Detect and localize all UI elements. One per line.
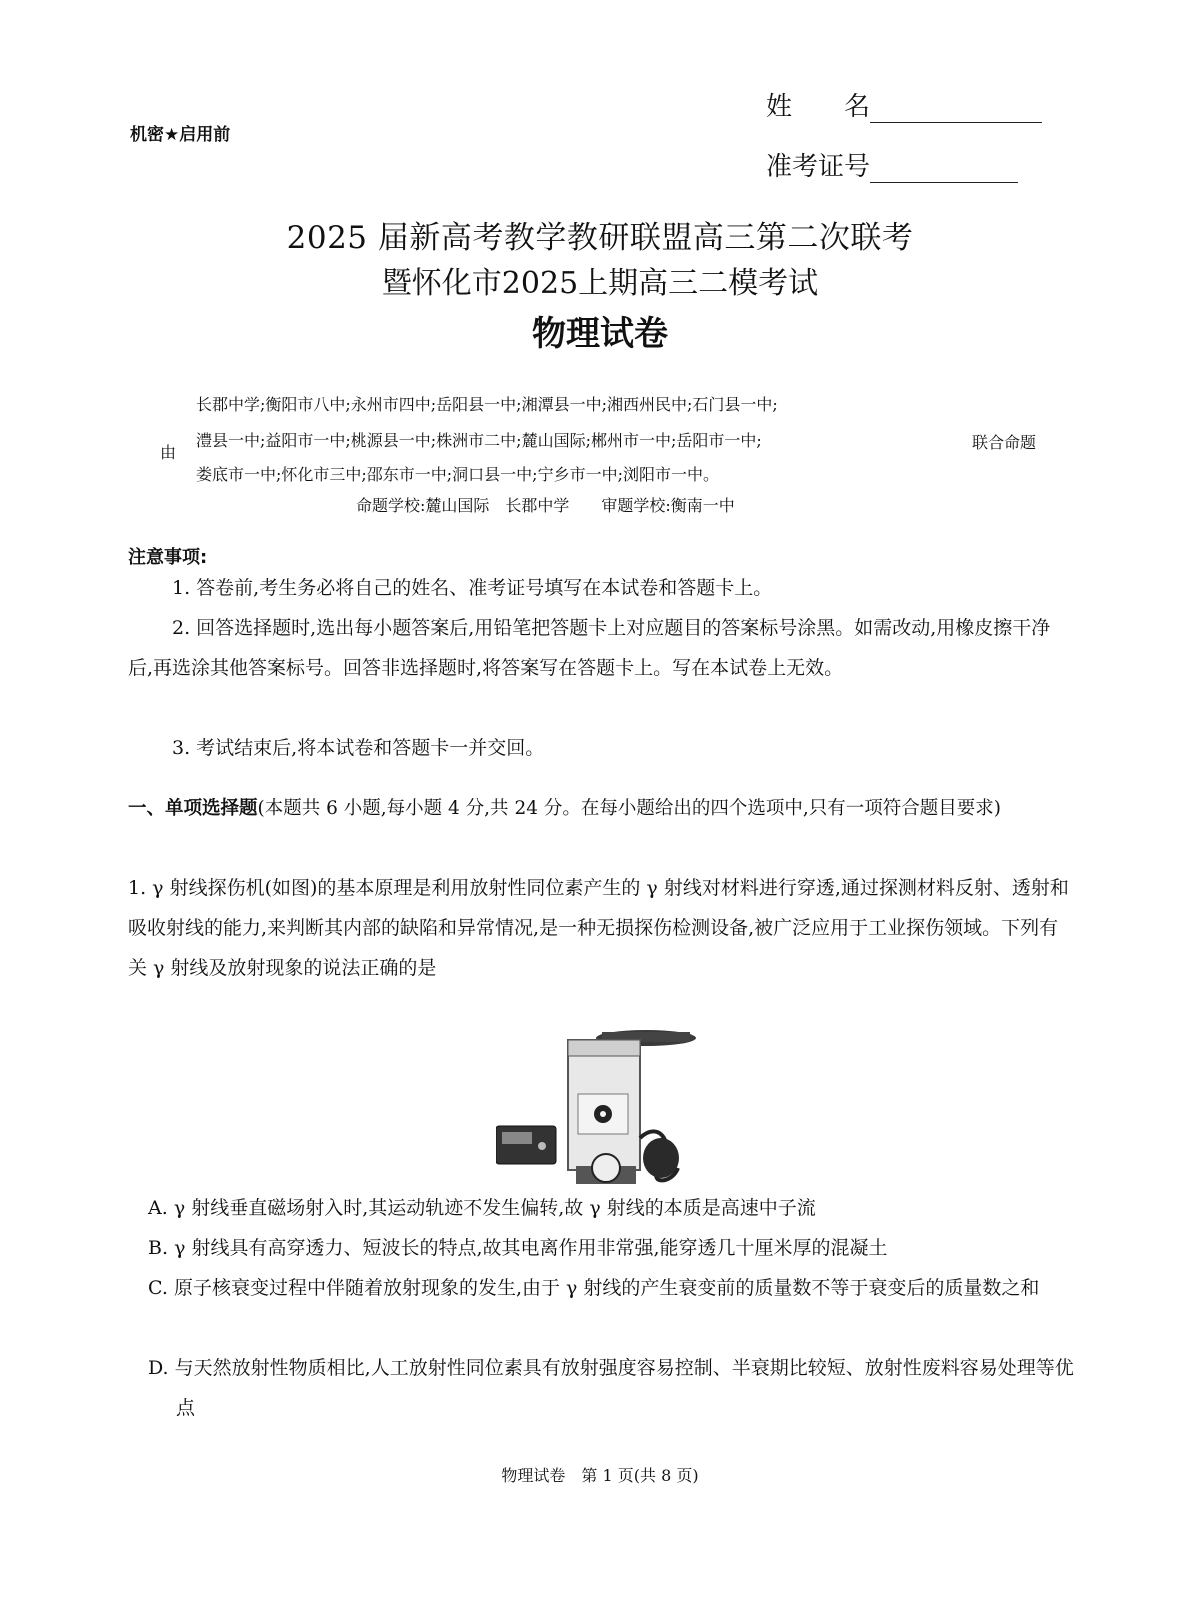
ticket-blank[interactable] xyxy=(870,154,1018,183)
note-item-3: 3. 考试结束后,将本试卷和答题卡一并交回。 xyxy=(172,737,545,759)
note-item-1: 1. 答卷前,考生务必将自己的姓名、准考证号填写在本试卷和答题卡上。 xyxy=(172,577,773,599)
option-c-label: C. xyxy=(148,1277,168,1299)
note-item-2: 2. 回答选择题时,选出每小题答案后,用铅笔把答题卡上对应题目的答案标号涂黑。如需改动,用橡皮擦干净后,再选涂其他答案标号。回答非选择题时,将答案写在答题卡上。写在本试卷上无效。 xyxy=(128,617,1051,679)
confidential-mark: 机密★启用前 xyxy=(130,125,231,145)
option-a-label: A. xyxy=(148,1197,168,1219)
name-field xyxy=(766,86,1042,123)
question-1-stem: 1. γ 射线探伤机(如图)的基本原理是利用放射性同位素产生的 γ 射线对材料进行穿透,通过探测材料反射、透射和吸收射线的能力,来判断其内部的缺陷和异常情况,是一种无损探伤检测设备,被广泛应用于工业探伤领域。下列有关 γ 射线及放射现象的说法正确的是 xyxy=(128,877,1069,979)
option-b[interactable] xyxy=(148,1228,1068,1268)
exam-title-line2: 暨怀化市2025上期高三二模考试 xyxy=(381,266,819,301)
notes-title: 注意事项: xyxy=(128,547,208,568)
schools-row1: 长郡中学;衡阳市八中;永州市四中;岳阳县一中;湘潭县一中;湘西州民中;石门县一中; xyxy=(196,395,778,414)
option-d-label: D. xyxy=(148,1357,169,1379)
exam-title-line1: 2025 届新高考教学教研联盟高三第二次联考 xyxy=(286,220,914,256)
schools-suffix: 联合命题 xyxy=(972,433,1037,452)
maker-schools: 命题学校:麓山国际 长郡中学 审题学校:衡南一中 xyxy=(356,496,735,515)
section-1-desc: (本题共 6 小题,每小题 4 分,共 24 分。在每小题给出的四个选项中,只有一项符合题目要求) xyxy=(257,798,1001,819)
schools-prefix: 由 xyxy=(160,443,177,462)
option-a[interactable] xyxy=(148,1188,1068,1228)
option-c-text: 原子核衰变过程中伴随着放射现象的发生,由于 γ 射线的产生衰变前的质量数不等于衰变后的质量数之和 xyxy=(173,1277,1040,1299)
option-c[interactable] xyxy=(148,1268,1081,1308)
option-b-text: γ 射线具有高穿透力、短波长的特点,故其电离作用非常强,能穿透几十厘米厚的混凝土 xyxy=(174,1237,888,1259)
ticket-field xyxy=(766,146,1018,183)
page-footer: 物理试卷 第 1 页(共 8 页) xyxy=(501,1466,699,1485)
subject-title: 物理试卷 xyxy=(532,314,668,354)
option-b-label: B. xyxy=(148,1237,169,1259)
schools-row2: 澧县一中;益阳市一中;桃源县一中;株洲市二中;麓山国际;郴州市一中;岳阳市一中; xyxy=(196,431,762,450)
gamma-ray-flaw-detector-figure xyxy=(496,1018,746,1188)
option-a-text: γ 射线垂直磁场射入时,其运动轨迹不发生偏转,故 γ 射线的本质是高速中子流 xyxy=(173,1197,816,1219)
option-d-text: 与天然放射性物质相比,人工放射性同位素具有放射强度容易控制、半衰期比较短、放射性废料容易处理等优点 xyxy=(174,1357,1074,1419)
section-1-title: 一、单项选择题 xyxy=(128,798,258,819)
ticket-label: 准考证号 xyxy=(766,152,871,182)
name-blank[interactable] xyxy=(870,94,1042,123)
schools-row3: 娄底市一中;怀化市三中;邵东市一中;洞口县一中;宁乡市一中;浏阳市一中。 xyxy=(196,465,719,484)
option-d[interactable] xyxy=(148,1348,1081,1428)
section-1-heading xyxy=(128,790,1068,828)
name-label: 姓 名 xyxy=(766,92,871,122)
